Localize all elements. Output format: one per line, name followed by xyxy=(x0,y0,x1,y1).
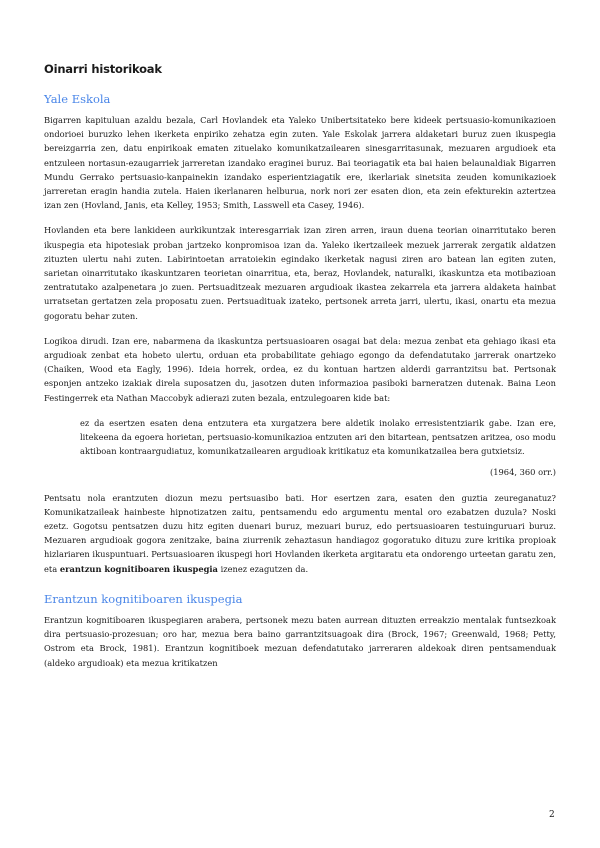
quote-citation: (1964, 360 orr.) xyxy=(490,467,556,478)
page-number: 2 xyxy=(549,810,555,820)
paragraph-text: Pentsatu nola erantzuten diozun mezu pertsuasibo bati. Hor esertzen zara, esaten den guztia zeureganatuz? Komunikatzaileak hainbeste hipnotizatzen zaitu, pentsamendu edo argumentu mental oro ezabatzen duzula? Noski ezetz. Gogotsu pentsatzen duzu hitz egiten duenari buruz, mezuari buruz, edo pertsuasioaren testuinguruari buruz. Mezuaren argudioak gogora zenitzake, baina ziurrenik zehaztasun handiagoz gogoratuko dituzu zure kritika propioak hizlariaren ikuspuntuari. Pertsuasioaren ikuspegi hori Hovlanden ikerketa argitaratu eta ondorengo urteetan garatu zen, eta xyxy=(44,492,556,574)
paragraph xyxy=(44,491,556,576)
paragraph: Bigarren kapituluan azaldu bezala, Carl Hovlandek eta Yaleko Unibertsitateko bere kideek pertsuasio-komunikazioen ondorioei buruzko lehen ikerketa enpiriko zehatza egin zuten. Yale Eskolak jarrera aldaketari buruz zuen ikuspegia bereizgarria zen, datu enpirikoak ematen zituelako komunikatzailearen sinesgarritasunak, mezuaren argudioek eta entzuleen nortasun-ezaugarriek jarreretan izandako eraginei buruz. Bai teoriagatik eta bai haien belaunaldiak Bigarren Mundu Gerrako pertsuasio-kanpainekin izandako esperientziagatik ere, ikerlariak sinetsita zeuden komunikazioek jarreretan eragin handia zutela. Haien ikerlanaren helburua, nork nori zer esaten dion, eta zein efekturekin aztertzea izan zen (Hovland, Janis, eta Kelley, 1953; Smith, Lasswell eta Casey, 1946). xyxy=(44,115,556,211)
subsection-heading-yale: Yale Eskola xyxy=(44,92,111,106)
document-page xyxy=(44,62,556,681)
paragraph: Logikoa dirudi. Izan ere, nabarmena da ikaskuntza pertsuasioaren osagai bat dela: mezua zenbat eta gehiago ikasi eta argudioak zenbat eta hobeto ulertu, orduan eta probabilitate gehiago egongo da defendatutako jarrerak onartzeko (Chaiken, Wood eta Eagly, 1996). Ideia horrek, ordea, ez du kontuan hartzen alderdi garrantzitsu bat. Pertsonak esponjen antzeko izakiak direla suposatzen du, jasotzen duten informazioa pasiboki barneratzen dutenak. Baina Leon Festingerrek eta Nathan Maccobyk adierazi zuten bezala, entzulegoaren kide bat: xyxy=(44,335,556,403)
paragraph-tail: izenez ezagutzen da. xyxy=(217,563,309,574)
section-title: Oinarri historikoak xyxy=(44,62,162,76)
block-quote: ez da esertzen esaten dena entzutera eta xurgatzera bere aldetik inolako erresistentziarik gabe. Izan ere, litekeena da egoera horietan, pertsuasio-komunikazioa entzuten ari den bitartean, pentsatzen aritzea, oso modu aktiboan kontraargudiatuz, komunikatzailearen argudioak kritikatuz eta komunikatzailea bera gutxietsiz. xyxy=(80,417,556,457)
paragraph: Erantzun kognitiboaren ikuspegiaren arabera, pertsonek mezu baten aurrean dituzten erreakzio mentalak funtsezkoak dira pertsuasio-prozesuan; oro har, mezua bera baino garrantzitsuagoak dira (Brock, 1967; Greenwald, 1968; Petty, Ostrom eta Brock, 1981). Erantzun kognitiboek mezuan defendatutako jarreraren aldekoak diren pentsamenduak (aldeko argudioak) eta mezua kritikatzen xyxy=(44,614,556,668)
paragraph: Hovlanden eta bere lankideen aurkikuntzak interesgarriak izan ziren arren, iraun duena teorian oinarritutako beren ikuspegia eta hipotesiak proban jartzeko konpromisoa izan da. Yaleko ikertzaileek mezuek jarrerak zergatik aldatzen zituzten ulertu nahi zuten. Labirintoetan arratoiekin egindako ikerketak nagusi ziren aro batean lan egiten zuten, sarietan oinarritutako ikaskuntzaren teorietan oinarritua, eta, beraz, Hovlandek, naturalki, ikaskuntza eta motibazioan zentratutako azalpenetara jo zuen. Pertsuaditzeak mezuaren argudioak ikastea zekarrela eta jarrera aldaketa hainbat urratsetan gertatzen zela proposatu zuen. Pertsuadituak izateko, pertsonek arreta jarri, ulertu, ikasi, onartu eta mezua gogoratu behar zuten. xyxy=(44,225,556,321)
bold-term: erantzun kognitiboaren ikuspegia xyxy=(59,563,218,574)
subsection-heading-erantzun: Erantzun kognitiboaren ikuspegia xyxy=(44,591,243,606)
